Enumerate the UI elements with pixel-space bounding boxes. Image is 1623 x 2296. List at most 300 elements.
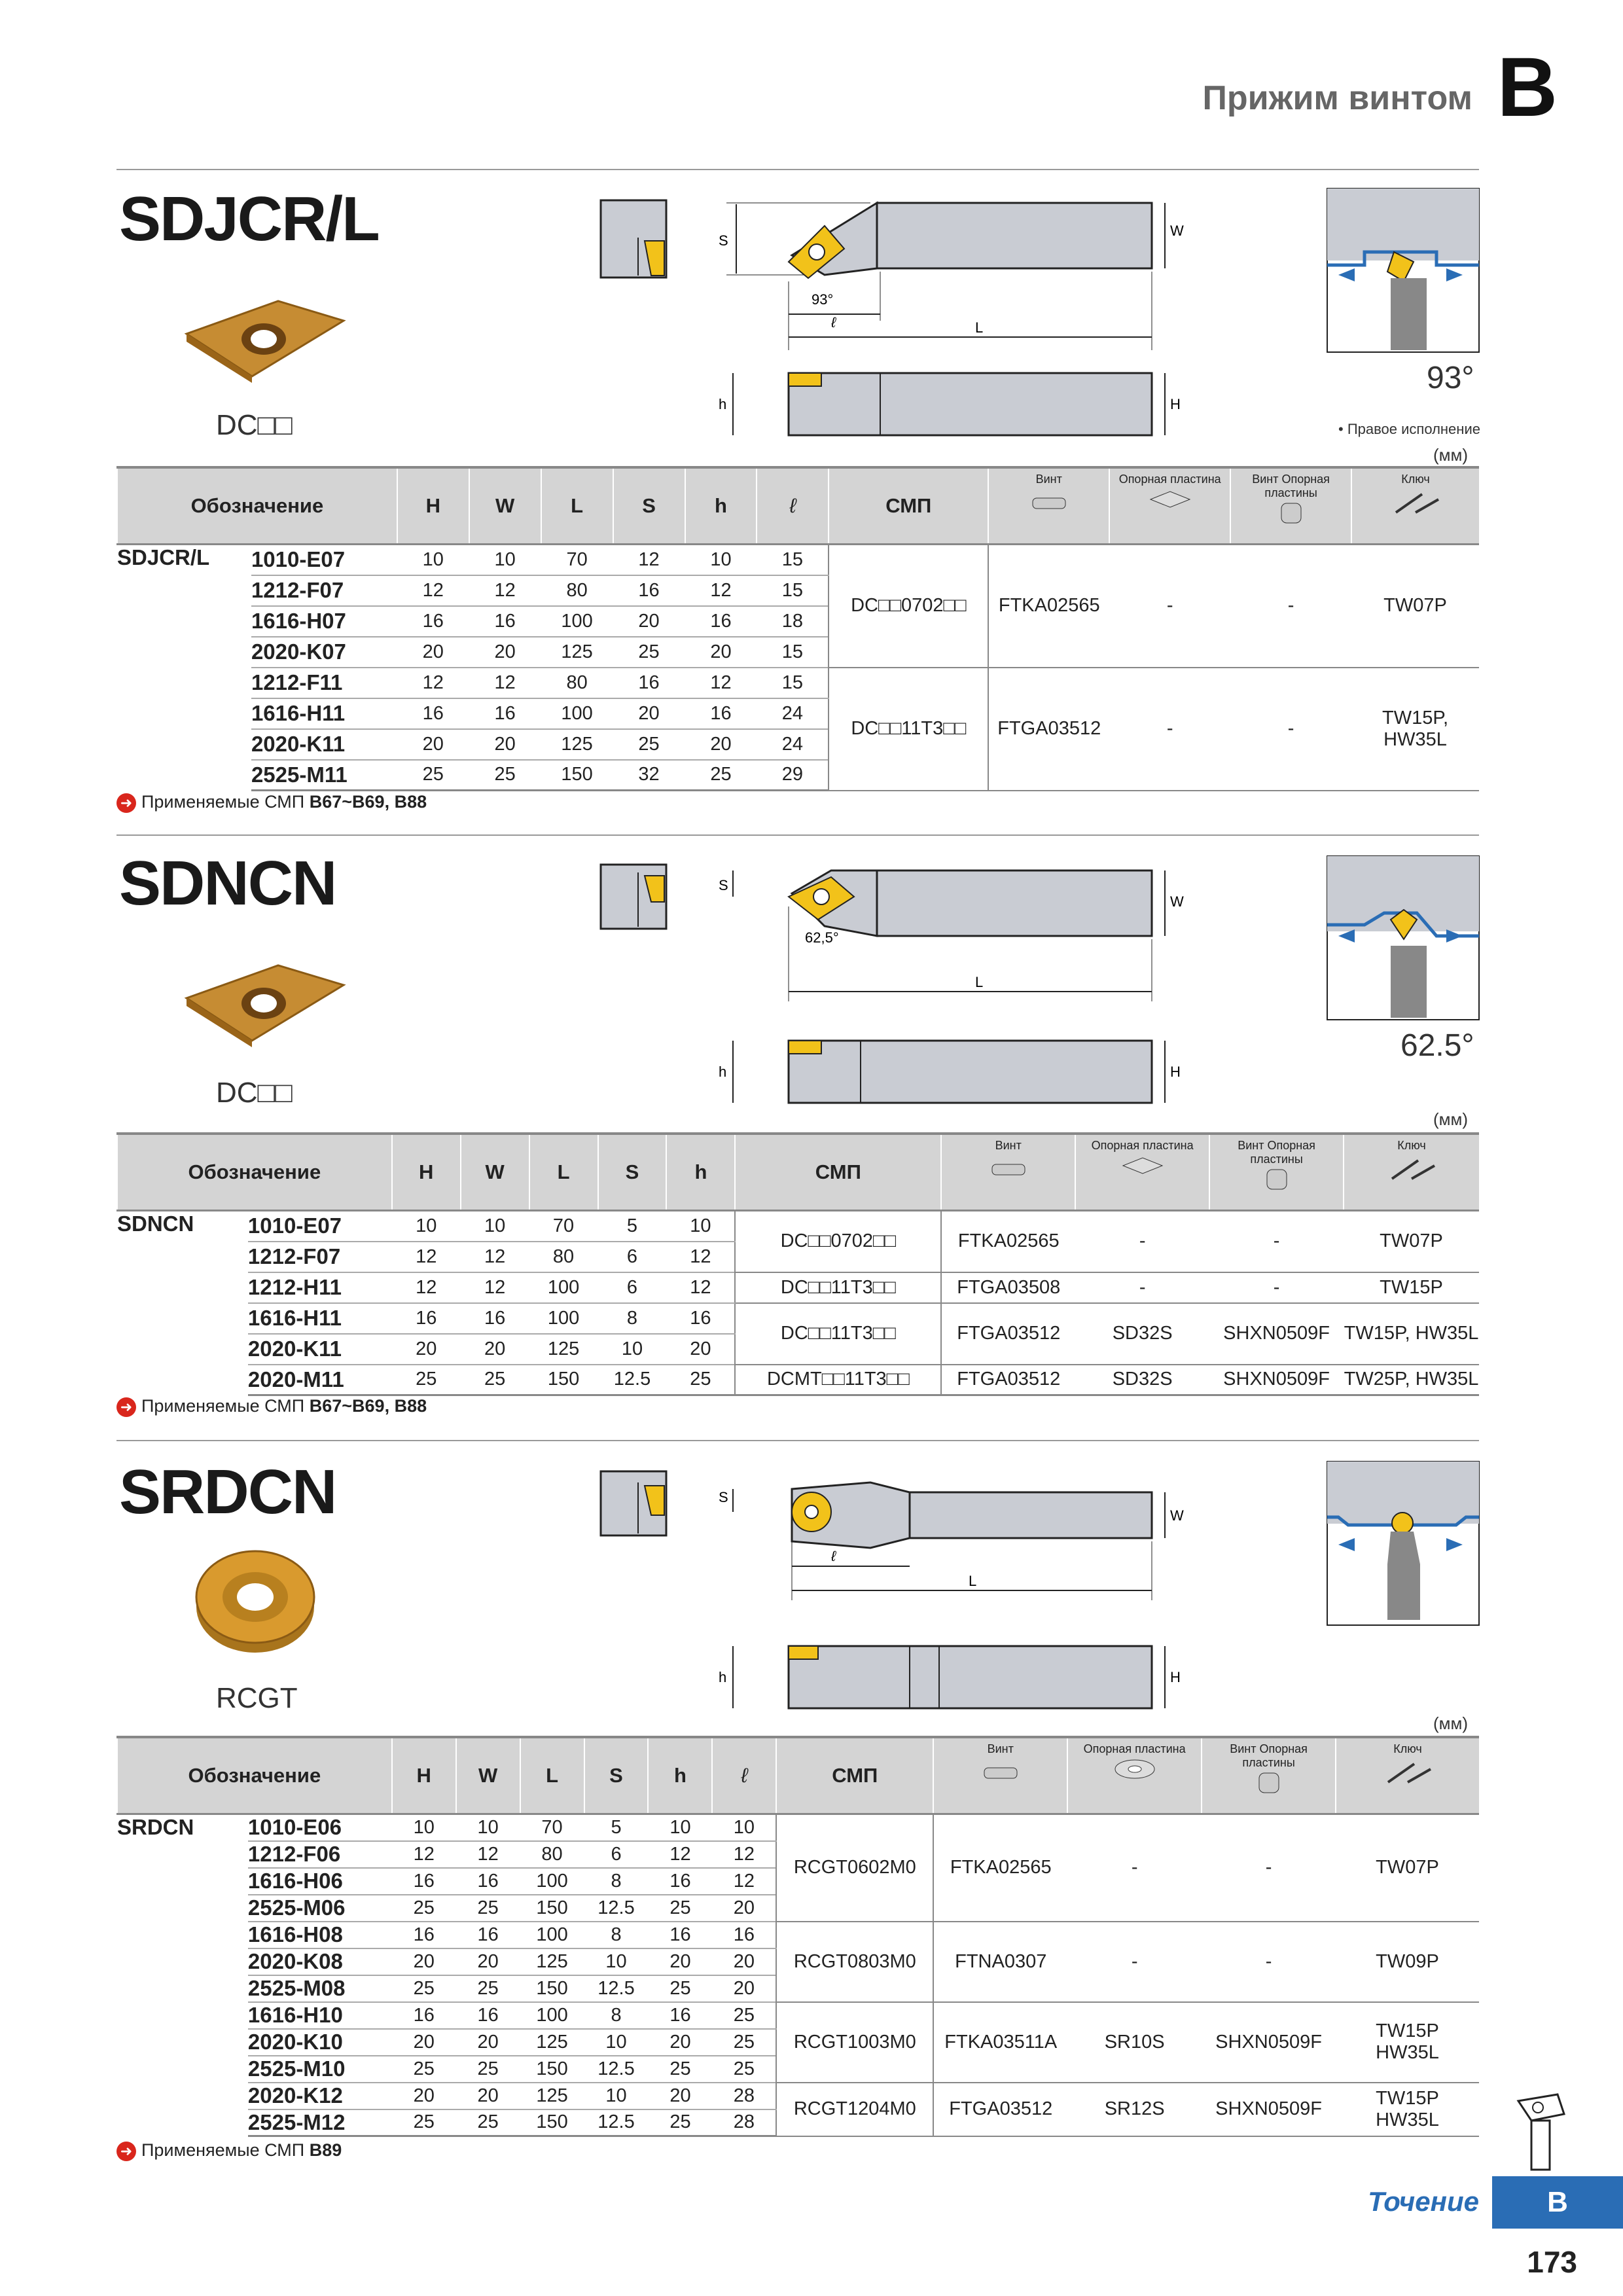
cell-L: 125 <box>520 2083 584 2109</box>
cell-L: 70 <box>541 545 613 575</box>
cell-shim: - <box>1067 1922 1202 2002</box>
cell-shim-screw: - <box>1202 1922 1336 2002</box>
cell-insert: RCGT1003M0 <box>776 2002 933 2083</box>
unit-label: (мм) <box>1433 1713 1469 1733</box>
row-code: 1616-H11 <box>251 698 397 729</box>
cell-W: 16 <box>456 1922 520 1948</box>
col-header-H: H <box>392 1737 456 1814</box>
cell-W: 25 <box>456 2109 520 2136</box>
page-number: 173 <box>1527 2245 1577 2279</box>
cell-W: 25 <box>456 1975 520 2002</box>
dim-s-label: S <box>719 877 728 893</box>
dim-l-label: L <box>975 974 984 990</box>
insert-dc-image <box>180 295 350 386</box>
row-code: 1616-H08 <box>248 1922 392 1948</box>
row-code: 1010-E07 <box>248 1211 392 1242</box>
cell-H: 16 <box>392 2002 456 2029</box>
arrow-right-icon: ➜ <box>116 793 136 813</box>
cell-S: 12.5 <box>584 2109 649 2136</box>
cell-screw: FTKA03511A <box>933 2002 1067 2083</box>
holder-top-view <box>713 1469 1185 1617</box>
cell-H: 16 <box>392 1303 461 1334</box>
cell-S: 10 <box>584 1948 649 1975</box>
cell-H: 25 <box>392 1365 461 1395</box>
cell-shim: - <box>1067 1814 1202 1922</box>
cell-shim: SR12S <box>1067 2083 1202 2136</box>
applied-inserts-note <box>116 1396 427 1417</box>
applied-pages-link[interactable]: B67~B69, B88 <box>309 792 427 812</box>
col-header-S: S <box>613 467 685 545</box>
series-name: SRDCN <box>117 1815 194 1839</box>
cell-l: 12 <box>712 1868 776 1895</box>
cell-L: 100 <box>529 1272 598 1303</box>
header-title: Прижим винтом <box>1202 79 1472 117</box>
cell-W: 16 <box>469 606 541 637</box>
dim-s-label: S <box>719 232 728 249</box>
holder-end-view <box>599 863 671 931</box>
cell-insert: DC□□11T3□□ <box>829 668 988 791</box>
cell-h: 20 <box>666 1334 735 1365</box>
arrow-right-icon: ➜ <box>116 1397 136 1417</box>
shim-icon <box>1116 1153 1169 1179</box>
dim-w-label: W <box>1170 1507 1184 1524</box>
cell-S: 25 <box>613 729 685 760</box>
cell-h: 25 <box>648 1895 712 1922</box>
section-divider <box>116 834 1479 836</box>
cell-l: 15 <box>757 575 829 606</box>
cell-S: 12.5 <box>598 1365 667 1395</box>
machining-illustration <box>1325 854 1481 1021</box>
cell-H: 10 <box>392 1814 456 1841</box>
col-header-key: Ключ <box>1397 1139 1426 1152</box>
cell-S: 10 <box>584 2083 649 2109</box>
cell-l: 20 <box>712 1948 776 1975</box>
col-header-l: ℓ <box>712 1737 776 1814</box>
cell-shim-screw: - <box>1209 1272 1344 1303</box>
cell-key: TW07P <box>1336 1814 1479 1922</box>
cell-W: 20 <box>456 2083 520 2109</box>
applied-pages-link[interactable]: B67~B69, B88 <box>309 1396 427 1416</box>
row-code: 1212-F07 <box>251 575 397 606</box>
col-header-insert: СМП <box>829 467 988 545</box>
cell-screw: FTGA03512 <box>988 668 1109 791</box>
row-code: 1010-E06 <box>248 1814 392 1841</box>
row-code: 2525-M06 <box>248 1895 392 1922</box>
right-hand-note: • Правое исполнение <box>1338 421 1480 437</box>
cell-h: 12 <box>685 668 757 698</box>
cell-screw: FTKA02565 <box>933 1814 1067 1922</box>
cell-shim: SD32S <box>1075 1303 1209 1365</box>
cell-H: 12 <box>397 575 469 606</box>
cell-key: TW09P <box>1336 1922 1479 2002</box>
cell-h: 16 <box>648 1868 712 1895</box>
cell-H: 20 <box>392 2029 456 2056</box>
cell-h: 25 <box>648 2109 712 2136</box>
cell-H: 25 <box>392 2109 456 2136</box>
cell-S: 8 <box>598 1303 667 1334</box>
insert-label: RCGT <box>216 1682 298 1714</box>
cell-W: 20 <box>456 2029 520 2056</box>
cell-W: 25 <box>469 760 541 791</box>
cell-L: 150 <box>529 1365 598 1395</box>
shim-icon <box>1144 486 1196 512</box>
cell-key: TW15P HW35L <box>1336 2083 1479 2136</box>
cell-L: 80 <box>541 668 613 698</box>
cell-H: 20 <box>397 729 469 760</box>
holder-side-view <box>713 363 1185 442</box>
col-header-L: L <box>520 1737 584 1814</box>
cell-h: 12 <box>666 1242 735 1272</box>
cell-S: 12 <box>613 545 685 575</box>
row-code: 1010-E07 <box>251 545 397 575</box>
cell-S: 6 <box>598 1272 667 1303</box>
cell-l: 28 <box>712 2109 776 2136</box>
cell-L: 100 <box>529 1303 598 1334</box>
cell-L: 125 <box>520 2029 584 2056</box>
cell-H: 25 <box>392 1975 456 2002</box>
holder-end-view <box>599 198 671 280</box>
cell-h: 10 <box>685 545 757 575</box>
cell-key: TW07P <box>1344 1211 1479 1272</box>
cell-screw: FTGA03512 <box>933 2083 1067 2136</box>
applied-inserts-note <box>116 792 427 813</box>
cell-H: 25 <box>392 1895 456 1922</box>
cell-W: 20 <box>461 1334 529 1365</box>
col-header-W: W <box>469 467 541 545</box>
machining-illustration <box>1325 1460 1481 1626</box>
col-header-screw: Винт <box>995 1139 1022 1152</box>
cell-h: 16 <box>666 1303 735 1334</box>
cell-l: 25 <box>712 2056 776 2083</box>
cell-L: 125 <box>541 729 613 760</box>
cell-h: 20 <box>685 637 757 668</box>
row-code: 1212-F11 <box>251 668 397 698</box>
cell-L: 150 <box>520 2056 584 2083</box>
dim-H-label: H <box>1170 396 1181 412</box>
cell-h: 12 <box>648 1841 712 1868</box>
machining-illustration <box>1325 187 1481 353</box>
cell-H: 16 <box>397 698 469 729</box>
dim-h-label: h <box>719 1669 727 1685</box>
series-name: SDJCR/L <box>117 545 210 569</box>
cell-shim: SD32S <box>1075 1365 1209 1395</box>
cell-l: 18 <box>757 606 829 637</box>
cell-L: 80 <box>529 1242 598 1272</box>
dim-l-label: L <box>969 1573 977 1589</box>
col-header-designation: Обозначение <box>117 1134 392 1211</box>
cell-screw: FTKA02565 <box>941 1211 1075 1272</box>
screw-icon <box>982 1153 1035 1185</box>
cell-L: 80 <box>541 575 613 606</box>
col-header-insert: СМП <box>735 1134 941 1211</box>
cell-L: 150 <box>520 1975 584 2002</box>
applied-pages-link[interactable]: B89 <box>309 2140 342 2160</box>
cell-L: 100 <box>520 2002 584 2029</box>
cell-h: 20 <box>685 729 757 760</box>
row-code: 2020-K11 <box>251 729 397 760</box>
cell-l: 25 <box>712 2029 776 2056</box>
dim-w-label: W <box>1170 893 1184 910</box>
cell-shim: SR10S <box>1067 2002 1202 2083</box>
col-header-l: ℓ <box>757 467 829 545</box>
cell-S: 6 <box>584 1841 649 1868</box>
cell-shim-screw: SHXN0509F <box>1202 2083 1336 2136</box>
cell-W: 12 <box>456 1841 520 1868</box>
dim-l-small-label: ℓ <box>831 1548 836 1564</box>
cell-W: 16 <box>461 1303 529 1334</box>
cell-screw: FTNA0307 <box>933 1922 1067 2002</box>
cell-L: 70 <box>520 1814 584 1841</box>
cell-insert: DC□□11T3□□ <box>735 1272 941 1303</box>
dim-H-label: H <box>1170 1669 1181 1685</box>
cell-shim-screw: - <box>1209 1211 1344 1272</box>
cell-h: 25 <box>685 760 757 791</box>
cell-h: 25 <box>666 1365 735 1395</box>
angle-93-label: 93° <box>812 291 834 308</box>
dim-h-label: h <box>719 1064 727 1080</box>
cell-H: 12 <box>392 1841 456 1868</box>
cell-L: 125 <box>520 1948 584 1975</box>
cell-l: 15 <box>757 668 829 698</box>
row-code: 2020-K11 <box>248 1334 392 1365</box>
dim-w-label: W <box>1170 223 1184 239</box>
row-code: 1616-H10 <box>248 2002 392 2029</box>
cell-S: 6 <box>598 1242 667 1272</box>
cell-l: 29 <box>757 760 829 791</box>
unit-label: (мм) <box>1433 1109 1469 1129</box>
cell-S: 10 <box>584 2029 649 2056</box>
key-icon <box>1382 1153 1441 1185</box>
holder-side-view <box>713 1031 1185 1109</box>
footer-section-tab[interactable]: B <box>1492 2176 1623 2229</box>
col-header-designation: Обозначение <box>117 467 397 545</box>
cell-H: 25 <box>392 2056 456 2083</box>
cell-l: 25 <box>712 2002 776 2029</box>
header-section-letter: B <box>1497 41 1558 134</box>
cell-insert: DCMT□□11T3□□ <box>735 1365 941 1395</box>
cell-insert: DC□□0702□□ <box>829 545 988 668</box>
cell-W: 25 <box>461 1365 529 1395</box>
cell-H: 20 <box>397 637 469 668</box>
cell-screw: FTGA03508 <box>941 1272 1075 1303</box>
col-header-H: H <box>392 1134 461 1211</box>
cell-screw: FTGA03512 <box>941 1303 1075 1365</box>
col-header-L: L <box>541 467 613 545</box>
cell-S: 16 <box>613 575 685 606</box>
cell-insert: RCGT0803M0 <box>776 1922 933 2002</box>
turning-tool-icon <box>1512 2088 1571 2173</box>
cell-W: 10 <box>456 1814 520 1841</box>
cell-l: 15 <box>757 545 829 575</box>
row-code: 1212-F06 <box>248 1841 392 1868</box>
cell-S: 5 <box>598 1211 667 1242</box>
section-title-sdncn: SDNCN <box>119 848 336 918</box>
cell-L: 150 <box>541 760 613 791</box>
cell-shim-screw: - <box>1230 545 1351 668</box>
col-header-S: S <box>584 1737 649 1814</box>
col-header-h: h <box>666 1134 735 1211</box>
cell-key: TW25P, HW35L <box>1344 1365 1479 1395</box>
applied-label: Применяемые СМП <box>141 792 305 812</box>
key-icon <box>1378 1756 1437 1789</box>
cell-screw: FTKA02565 <box>988 545 1109 668</box>
cell-H: 20 <box>392 1948 456 1975</box>
cell-H: 16 <box>392 1922 456 1948</box>
insert-label: DC□□ <box>216 1077 293 1109</box>
cell-key: TW15P HW35L <box>1336 2002 1479 2083</box>
cell-L: 125 <box>529 1334 598 1365</box>
col-header-screw: Винт <box>987 1742 1014 1755</box>
col-header-key: Ключ <box>1401 473 1430 486</box>
cell-H: 12 <box>392 1272 461 1303</box>
dim-l-small-label: ℓ <box>831 314 836 331</box>
cell-shim-screw: SHXN0509F <box>1202 2002 1336 2083</box>
cell-shim: - <box>1109 668 1230 791</box>
cell-S: 16 <box>613 668 685 698</box>
col-header-L: L <box>529 1134 598 1211</box>
cell-W: 16 <box>456 1868 520 1895</box>
cell-W: 16 <box>469 698 541 729</box>
col-header-key: Ключ <box>1393 1742 1422 1755</box>
cell-L: 70 <box>529 1211 598 1242</box>
shim-screw-icon <box>1265 500 1317 526</box>
cell-screw: FTGA03512 <box>941 1365 1075 1395</box>
cell-l: 10 <box>712 1814 776 1841</box>
cell-L: 100 <box>520 1868 584 1895</box>
row-code: 1616-H06 <box>248 1868 392 1895</box>
cell-W: 10 <box>461 1211 529 1242</box>
insert-rcgt-image <box>190 1545 321 1656</box>
insert-dc-image <box>180 959 350 1050</box>
cell-h: 12 <box>666 1272 735 1303</box>
cell-W: 10 <box>469 545 541 575</box>
cell-l: 20 <box>712 1975 776 2002</box>
row-code: 2525-M12 <box>248 2109 392 2136</box>
col-header-S: S <box>598 1134 667 1211</box>
cell-h: 12 <box>685 575 757 606</box>
screw-icon <box>1023 486 1075 519</box>
cell-W: 16 <box>456 2002 520 2029</box>
cell-shim-screw: - <box>1202 1814 1336 1922</box>
cell-key: TW15P, HW35L <box>1351 668 1479 791</box>
cell-l: 15 <box>757 637 829 668</box>
cell-S: 32 <box>613 760 685 791</box>
cell-shim: - <box>1075 1272 1209 1303</box>
cell-L: 150 <box>520 2109 584 2136</box>
dim-l-label: L <box>975 319 984 336</box>
dim-H-label: H <box>1170 1064 1181 1080</box>
cell-h: 20 <box>648 1948 712 1975</box>
insert-label: DC□□ <box>216 409 293 441</box>
col-header-W: W <box>461 1134 529 1211</box>
row-code: 2525-M08 <box>248 1975 392 2002</box>
shim-screw-icon <box>1251 1166 1303 1193</box>
cell-W: 20 <box>456 1948 520 1975</box>
cell-S: 10 <box>598 1334 667 1365</box>
cell-S: 8 <box>584 2002 649 2029</box>
cell-shim: - <box>1109 545 1230 668</box>
round-shim-icon <box>1109 1756 1161 1782</box>
dim-h-label: h <box>719 396 727 412</box>
col-header-screw: Винт <box>1035 473 1062 486</box>
cell-h: 16 <box>685 698 757 729</box>
cell-H: 16 <box>392 1868 456 1895</box>
applied-inserts-note <box>116 2140 342 2161</box>
cell-l: 28 <box>712 2083 776 2109</box>
cell-S: 8 <box>584 1868 649 1895</box>
cell-h: 20 <box>648 2029 712 2056</box>
cell-key: TW15P, HW35L <box>1344 1303 1479 1365</box>
col-header-h: h <box>685 467 757 545</box>
footer-chapter-title: Точение <box>1368 2186 1479 2217</box>
cell-S: 20 <box>613 606 685 637</box>
cell-L: 100 <box>541 606 613 637</box>
header-divider <box>116 169 1479 170</box>
row-code: 1212-F07 <box>248 1242 392 1272</box>
cell-key: TW15P <box>1344 1272 1479 1303</box>
angle-62-label: 62,5° <box>805 929 839 946</box>
col-header-shim: Опорная пластина <box>1083 1742 1186 1755</box>
cell-l: 12 <box>712 1841 776 1868</box>
cell-H: 12 <box>392 1242 461 1272</box>
screw-icon <box>974 1756 1027 1789</box>
row-code: 2525-M11 <box>251 760 397 791</box>
cell-W: 25 <box>456 2056 520 2083</box>
cell-l: 20 <box>712 1895 776 1922</box>
cell-L: 125 <box>541 637 613 668</box>
cell-H: 25 <box>397 760 469 791</box>
col-header-designation: Обозначение <box>117 1737 392 1814</box>
applied-label: Применяемые СМП <box>141 1396 305 1416</box>
col-header-shim-screw: Винт Опорная пластины <box>1238 1139 1315 1166</box>
cell-H: 20 <box>392 1334 461 1365</box>
section-divider <box>116 1440 1479 1441</box>
cell-h: 10 <box>648 1814 712 1841</box>
holder-end-view <box>599 1469 671 1538</box>
cell-h: 16 <box>685 606 757 637</box>
approach-angle: 62.5° <box>1400 1028 1474 1063</box>
col-header-shim: Опорная пластина <box>1118 473 1221 486</box>
cell-W: 25 <box>456 1895 520 1922</box>
cell-insert: DC□□11T3□□ <box>735 1303 941 1365</box>
cell-insert: DC□□0702□□ <box>735 1211 941 1272</box>
cell-l: 24 <box>757 698 829 729</box>
cell-H: 10 <box>392 1211 461 1242</box>
cell-L: 150 <box>520 1895 584 1922</box>
cell-L: 100 <box>520 1922 584 1948</box>
row-code: 2020-K10 <box>248 2029 392 2056</box>
cell-H: 20 <box>392 2083 456 2109</box>
dim-s-label: S <box>719 1489 728 1505</box>
cell-S: 25 <box>613 637 685 668</box>
cell-shim-screw: SHXN0509F <box>1209 1365 1344 1395</box>
cell-H: 16 <box>397 606 469 637</box>
cell-S: 12.5 <box>584 1975 649 2002</box>
cell-H: 12 <box>397 668 469 698</box>
cell-h: 16 <box>648 2002 712 2029</box>
spec-table-sdjcr <box>116 466 1479 791</box>
cell-l: 24 <box>757 729 829 760</box>
col-header-shim: Опорная пластина <box>1091 1139 1194 1152</box>
cell-h: 16 <box>648 1922 712 1948</box>
cell-L: 80 <box>520 1841 584 1868</box>
cell-W: 12 <box>461 1242 529 1272</box>
cell-h: 10 <box>666 1211 735 1242</box>
cell-h: 25 <box>648 1975 712 2002</box>
col-header-insert: СМП <box>776 1737 933 1814</box>
cell-W: 12 <box>461 1272 529 1303</box>
cell-S: 8 <box>584 1922 649 1948</box>
